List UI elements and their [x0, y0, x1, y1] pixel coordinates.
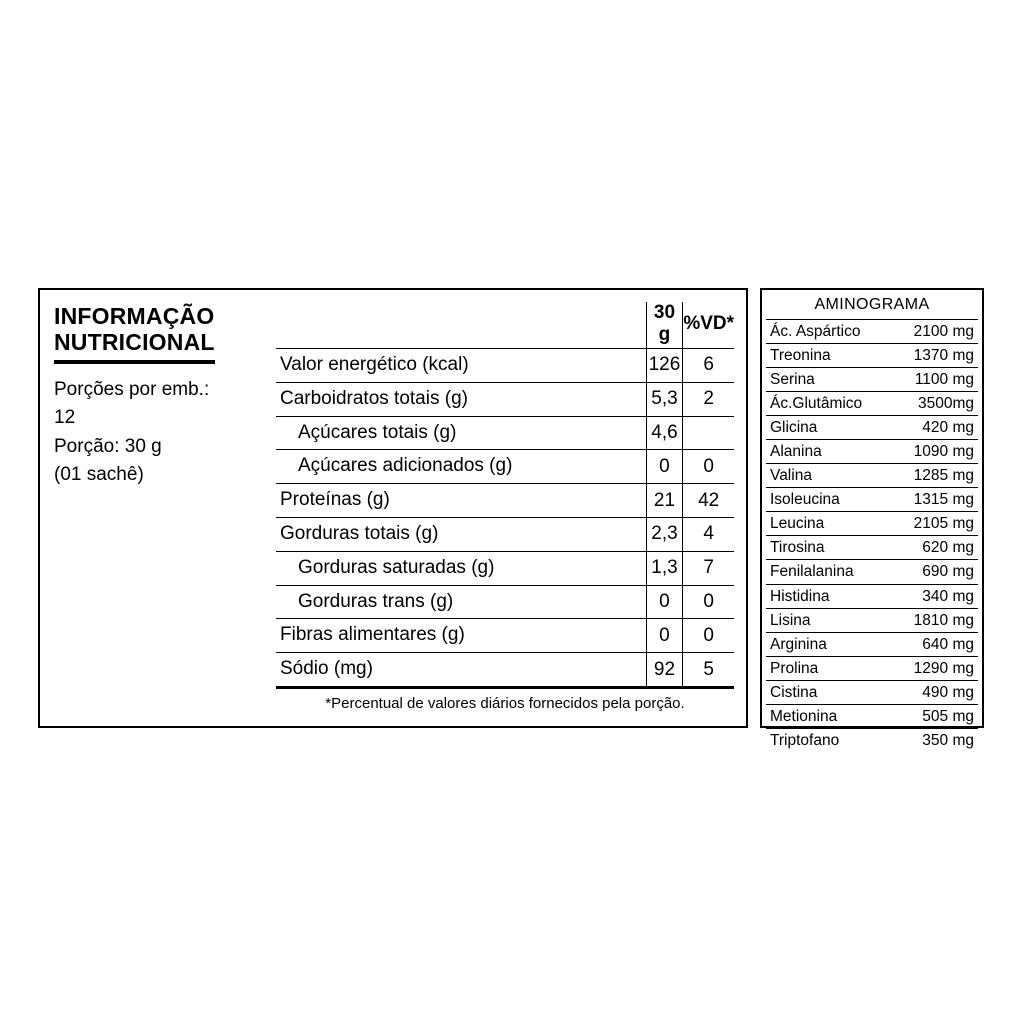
amino-name: Ác.Glutâmico	[766, 392, 891, 416]
nutrient-name: Valor energético (kcal)	[276, 349, 646, 383]
list-item	[766, 728, 978, 752]
table-row	[276, 517, 734, 551]
amino-name: Fenilalanina	[766, 560, 891, 584]
portions-block	[54, 376, 262, 490]
portions-value: 12	[54, 407, 76, 428]
amino-value: 1090 mg	[891, 440, 978, 464]
nutrition-header-serving: 30 g	[646, 302, 683, 349]
amino-value: 340 mg	[891, 584, 978, 608]
amino-name: Histidina	[766, 584, 891, 608]
nutrient-value: 92	[646, 653, 683, 688]
amino-panel-title: AMINOGRAMA	[814, 296, 930, 313]
nutrient-vd: 0	[683, 585, 734, 619]
list-item	[766, 392, 978, 416]
amino-name: Valina	[766, 464, 891, 488]
list-item	[766, 584, 978, 608]
amino-name: Ác. Aspártico	[766, 320, 891, 344]
nutrient-vd: 42	[683, 484, 734, 518]
nutrition-table	[276, 302, 734, 689]
nutrient-name: Proteínas (g)	[276, 484, 646, 518]
amino-name: Alanina	[766, 440, 891, 464]
table-row	[276, 551, 734, 585]
amino-name: Prolina	[766, 656, 891, 680]
amino-name: Serina	[766, 368, 891, 392]
portion-unit: (01 sachê)	[54, 464, 144, 485]
amino-value: 1285 mg	[891, 464, 978, 488]
nutrient-name: Açúcares totais (g)	[276, 416, 646, 450]
nutrition-table-header-row	[276, 302, 734, 349]
list-item	[766, 464, 978, 488]
nutrition-footnote: *Percentual de valores diários fornecidos pela porção.	[325, 694, 685, 712]
list-item	[766, 416, 978, 440]
amino-value: 505 mg	[891, 704, 978, 728]
list-item	[766, 320, 978, 344]
amino-name: Arginina	[766, 632, 891, 656]
amino-name: Triptofano	[766, 728, 891, 752]
amino-value: 490 mg	[891, 680, 978, 704]
nutrient-vd: 7	[683, 551, 734, 585]
nutrient-vd: 0	[683, 450, 734, 484]
list-item	[766, 704, 978, 728]
nutrient-name: Carboidratos totais (g)	[276, 382, 646, 416]
amino-value: 2105 mg	[891, 512, 978, 536]
nutrition-heading-column	[40, 290, 272, 726]
nutrition-table-column	[272, 290, 746, 726]
nutrient-value: 0	[646, 450, 683, 484]
table-row	[276, 382, 734, 416]
table-row	[276, 484, 734, 518]
nutrient-name: Sódio (mg)	[276, 653, 646, 688]
table-row	[276, 619, 734, 653]
list-item	[766, 368, 978, 392]
nutrition-label	[38, 288, 984, 749]
amino-name: Glicina	[766, 416, 891, 440]
title-line-2: NUTRICIONAL	[54, 328, 215, 355]
table-row	[276, 450, 734, 484]
list-item	[766, 344, 978, 368]
table-row	[276, 416, 734, 450]
amino-value: 690 mg	[891, 560, 978, 584]
list-item	[766, 560, 978, 584]
list-item	[766, 608, 978, 632]
nutrient-value: 2,3	[646, 517, 683, 551]
nutrition-header-blank	[276, 302, 646, 349]
amino-table	[766, 319, 978, 752]
amino-value: 1370 mg	[891, 344, 978, 368]
nutrient-name: Gorduras totais (g)	[276, 517, 646, 551]
amino-profile-panel	[760, 288, 984, 749]
nutrient-value: 1,3	[646, 551, 683, 585]
amino-value: 3500mg	[891, 392, 978, 416]
list-item	[766, 440, 978, 464]
nutrient-value: 126	[646, 349, 683, 383]
list-item	[766, 632, 978, 656]
amino-name: Tirosina	[766, 536, 891, 560]
list-item	[766, 512, 978, 536]
amino-name: Lisina	[766, 608, 891, 632]
nutrient-name: Açúcares adicionados (g)	[276, 450, 646, 484]
list-item	[766, 488, 978, 512]
title-line-1: INFORMAÇÃO	[54, 303, 215, 329]
nutrient-value: 21	[646, 484, 683, 518]
table-row	[276, 653, 734, 688]
portion-size: Porção: 30 g	[54, 435, 162, 457]
amino-value: 350 mg	[891, 728, 978, 752]
amino-value: 420 mg	[891, 416, 978, 440]
nutrient-vd: 0	[683, 619, 734, 653]
nutrient-vd: 6	[683, 349, 734, 383]
nutrient-value: 5,3	[646, 382, 683, 416]
amino-value: 1290 mg	[891, 656, 978, 680]
nutrient-name: Gorduras trans (g)	[276, 585, 646, 619]
nutrition-table-body	[276, 349, 734, 688]
page-title	[54, 304, 215, 364]
nutrient-value: 0	[646, 619, 683, 653]
nutrient-value: 0	[646, 585, 683, 619]
amino-value: 1100 mg	[891, 368, 978, 392]
nutrient-vd	[683, 416, 734, 450]
amino-name: Treonina	[766, 344, 891, 368]
list-item	[766, 536, 978, 560]
nutrient-value: 4,6	[646, 416, 683, 450]
nutrient-vd: 4	[683, 517, 734, 551]
amino-value: 2100 mg	[891, 320, 978, 344]
nutrient-vd: 2	[683, 382, 734, 416]
nutrient-name: Fibras alimentares (g)	[276, 619, 646, 653]
portions-label: Porções por emb.:	[54, 378, 210, 400]
amino-value: 620 mg	[891, 536, 978, 560]
table-row	[276, 585, 734, 619]
amino-name: Leucina	[766, 512, 891, 536]
amino-name: Metionina	[766, 704, 891, 728]
amino-name: Cistina	[766, 680, 891, 704]
amino-name: Isoleucina	[766, 488, 891, 512]
amino-value: 640 mg	[891, 632, 978, 656]
nutrient-vd: 5	[683, 653, 734, 688]
list-item	[766, 680, 978, 704]
list-item	[766, 656, 978, 680]
amino-value: 1810 mg	[891, 608, 978, 632]
amino-value: 1315 mg	[891, 488, 978, 512]
table-row	[276, 349, 734, 383]
nutrition-facts-panel	[38, 288, 748, 728]
nutrition-header-vd: %VD*	[683, 302, 734, 349]
nutrient-name: Gorduras saturadas (g)	[276, 551, 646, 585]
